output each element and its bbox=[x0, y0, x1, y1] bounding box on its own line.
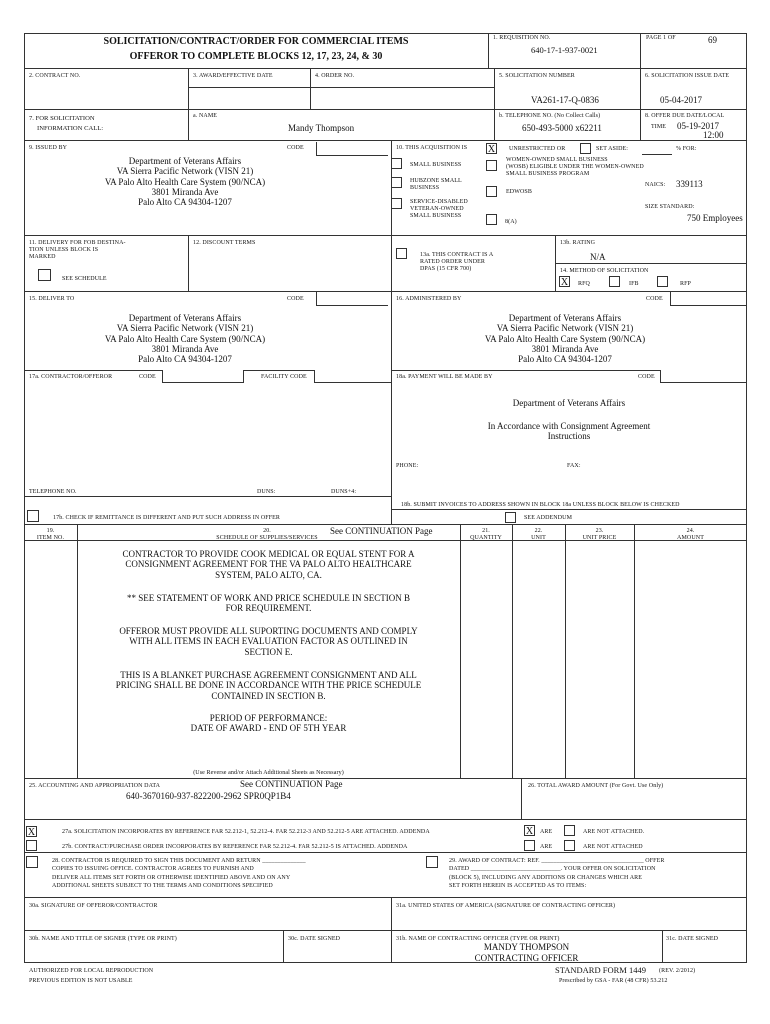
footer-revision: (REV. 2/2012) bbox=[659, 968, 696, 974]
27b-are-label: ARE bbox=[540, 844, 553, 850]
col-unit: 22. UNIT bbox=[531, 528, 546, 541]
telephone-label: b. TELEPHONE NO. (No Collect Calls) bbox=[499, 113, 601, 119]
form-title-line1: SOLICITATION/CONTRACT/ORDER FOR COMMERCIAL ITEMS bbox=[103, 36, 409, 47]
naics-label: NAICS: bbox=[645, 182, 666, 188]
percent-for-label: % FOR: bbox=[676, 146, 697, 152]
payment-payer: Department of Veterans Affairs bbox=[512, 398, 626, 408]
see-addendum-checkbox[interactable] bbox=[505, 512, 516, 523]
schedule-para-5: PERIOD OF PERFORMANCE: DATE OF AWARD - END OF 5TH YEAR bbox=[190, 713, 347, 734]
co-date-label: 31c. DATE SIGNED bbox=[666, 936, 719, 942]
page-total: 69 bbox=[708, 35, 717, 45]
telephone-value[interactable]: 650-493-5000 x62211 bbox=[522, 123, 602, 133]
solicitation-issue-date-value[interactable]: 05-04-2017 bbox=[660, 95, 702, 105]
small-business-label: SMALL BUSINESS bbox=[410, 162, 462, 168]
col-schedule: 20. SCHEDULE OF SUPPLIES/SERVICES bbox=[216, 528, 318, 541]
payment-code-label: CODE bbox=[638, 374, 655, 380]
issued-by-code-box[interactable] bbox=[316, 142, 388, 156]
administered-by-address: Department of Veterans Affairs VA Sierra Pacific Network (VISN 21) VA Palo Alto Health Care System (90/NCA) 3801 Miranda Ave Palo Alto CA 94304-1207 bbox=[484, 313, 646, 365]
8a-checkbox[interactable] bbox=[486, 214, 497, 225]
rfp-label: RFP bbox=[680, 281, 691, 287]
ifb-checkbox[interactable] bbox=[609, 276, 620, 287]
27b-text: 27b. CONTRACT/PURCHASE ORDER INCORPORATES BY REFERENCE FAR 52.212-4. FAR 52.212-5 IS ATTACHED. ADDENDA bbox=[62, 844, 408, 850]
rfq-label: RFQ bbox=[578, 281, 590, 287]
naics-value[interactable]: 339113 bbox=[676, 179, 703, 189]
schedule-para-1: CONTRACTOR TO PROVIDE COOK MEDICAL OR EQUAL STENT FOR A CONSIGNMENT AGREEMENT FOR THE VA PALO ALTO HEALTHCARE SYSTEM, PALO ALTO, CA. bbox=[122, 549, 415, 580]
payment-consignment: In Accordance with Consignment Agreement Instructions bbox=[487, 421, 651, 442]
discount-terms-label: 12. DISCOUNT TERMS bbox=[193, 240, 256, 246]
requisition-label: 1. REQUISITION NO. bbox=[493, 35, 551, 41]
solicitation-number-label: 5. SOLICITATION NUMBER bbox=[499, 73, 575, 79]
col-schedule-see-cont: See CONTINUATION Page bbox=[330, 526, 433, 536]
administered-by-label: 16. ADMINISTERED BY bbox=[396, 296, 462, 302]
unrestricted-label: UNRESTRICTED OR bbox=[509, 146, 566, 152]
requisition-value[interactable]: 640-17-1-937-0021 bbox=[531, 45, 598, 55]
info-call-label-a: 7. FOR SOLICITATION bbox=[29, 115, 95, 122]
29-checkbox[interactable] bbox=[426, 856, 438, 868]
wosb-label: WOMEN-OWNED SMALL BUSINESS (WOSB) ELIGIBLE UNDER THE WOMEN-OWNED SMALL BUSINESS PROGRAM bbox=[506, 157, 644, 177]
edwosb-checkbox[interactable] bbox=[486, 186, 497, 197]
see-schedule-checkbox[interactable] bbox=[38, 269, 51, 281]
8a-label: 8(A) bbox=[505, 219, 517, 225]
contractor-code-label: CODE bbox=[139, 374, 156, 380]
duns-label: DUNS: bbox=[257, 489, 276, 495]
reverse-note: (Use Reverse and/or Attach Additional Sheets as Necessary) bbox=[193, 770, 344, 776]
rated-order-label: 13a. THIS CONTRACT IS A RATED ORDER UNDER DPAS (15 CFR 700) bbox=[420, 252, 494, 272]
remittance-checkbox[interactable] bbox=[27, 510, 39, 522]
schedule-para-3: OFFEROR MUST PROVIDE ALL SUPORTING DOCUMENTS AND COMPLY WITH ALL ITEMS IN EACH EVALUATION FACTOR AS OUTLINED IN SECTION E. bbox=[119, 626, 418, 657]
accounting-see-cont: See CONTINUATION Page bbox=[240, 779, 343, 789]
schedule-para-2: ** SEE STATEMENT OF WORK AND PRICE SCHEDULE IN SECTION B FOR REQUIREMENT. bbox=[127, 593, 410, 614]
27a-are-label: ARE bbox=[540, 829, 553, 835]
ifb-label: IFB bbox=[629, 281, 639, 287]
wosb-checkbox[interactable] bbox=[486, 160, 497, 171]
co-signature-label: 31a. UNITED STATES OF AMERICA (SIGNATURE OF CONTRACTING OFFICER) bbox=[396, 903, 616, 909]
hubzone-label: HUBZONE SMALL BUSINESS bbox=[410, 178, 462, 191]
27a-are-not-checkbox[interactable] bbox=[564, 825, 575, 836]
deliver-to-code-box[interactable] bbox=[316, 292, 388, 306]
27b-are-not-checkbox[interactable] bbox=[564, 840, 575, 851]
payment-label: 18a. PAYMENT WILL BE MADE BY bbox=[396, 374, 493, 380]
duns4-label: DUNS+4: bbox=[331, 489, 357, 495]
co-title-value[interactable]: CONTRACTING OFFICER bbox=[474, 953, 579, 963]
size-standard-value[interactable]: 750 Employees bbox=[687, 213, 743, 223]
fob-label: 11. DELIVERY FOR FOB DESTINA- TION UNLESS BLOCK IS MARKED bbox=[29, 240, 126, 260]
deliver-to-address: Department of Veterans Affairs VA Sierra Pacific Network (VISN 21) VA Palo Alto Health Care System (90/NCA) 3801 Miranda Ave Palo Alto CA 94304-1207 bbox=[104, 313, 266, 365]
hubzone-checkbox[interactable] bbox=[391, 177, 402, 188]
set-aside-label: SET ASIDE: bbox=[596, 146, 629, 152]
set-aside-checkbox[interactable] bbox=[580, 143, 591, 154]
remittance-label: 17b. CHECK IF REMITTANCE IS DIFFERENT AND PUT SUCH ADDRESS IN OFFER bbox=[53, 515, 281, 521]
solicitation-number-value[interactable]: VA261-17-Q-0836 bbox=[531, 95, 599, 105]
facility-code-label: FACILITY CODE bbox=[261, 374, 307, 380]
rated-order-checkbox[interactable] bbox=[396, 248, 407, 259]
order-no-label: 4. ORDER NO. bbox=[315, 73, 355, 79]
submit-invoices-label: 18b. SUBMIT INVOICES TO ADDRESS SHOWN IN BLOCK 18a UNLESS BLOCK BELOW IS CHECKED bbox=[401, 502, 680, 508]
telephone-no-label: TELEPHONE NO. bbox=[29, 489, 77, 495]
method-label: 14. METHOD OF SOLICITATION bbox=[560, 268, 649, 274]
offer-due-time-label: TIME bbox=[651, 124, 667, 130]
page-label: PAGE 1 OF bbox=[646, 35, 676, 41]
footer-form-number: STANDARD FORM 1449 bbox=[555, 965, 646, 975]
unrestricted-checkbox[interactable]: X bbox=[487, 144, 496, 155]
27b-are-not-label: ARE NOT ATTACHED bbox=[583, 844, 643, 850]
issued-by-label: 9. ISSUED BY bbox=[29, 145, 68, 151]
27b-checkbox[interactable] bbox=[26, 840, 37, 851]
co-name-label: 31b. NAME OF CONTRACTING OFFICER (TYPE OR PRINT) bbox=[396, 936, 560, 942]
footer-authorized: AUTHORIZED FOR LOCAL REPRODUCTION bbox=[29, 968, 154, 974]
col-item-no: 19. ITEM NO. bbox=[36, 528, 65, 541]
co-name-value[interactable]: MANDY THOMPSON bbox=[483, 942, 570, 952]
facility-code-box[interactable] bbox=[314, 370, 391, 383]
administered-by-code-label: CODE bbox=[646, 296, 663, 302]
col-unit-price: 23. UNIT PRICE bbox=[582, 528, 617, 541]
schedule-para-4: THIS IS A BLANKET PURCHASE AGREEMENT CONSIGNMENT AND ALL PRICING SHALL BE DONE IN ACCORDANCE WITH THE PRICE SCHEDULE CONTAINED IN SECTION B. bbox=[115, 670, 422, 701]
contact-name-label: a. NAME bbox=[193, 113, 218, 119]
rating-value[interactable]: N/A bbox=[590, 252, 606, 262]
size-standard-label: SIZE STANDARD: bbox=[645, 204, 695, 210]
offeror-signature-label: 30a. SIGNATURE OF OFFEROR/CONTRACTOR bbox=[29, 903, 158, 909]
27b-are-checkbox[interactable] bbox=[524, 840, 535, 851]
27a-are-not-label: ARE NOT ATTACHED. bbox=[583, 829, 645, 835]
contractor-label: 17a. CONTRACTOR/OFFEROR bbox=[29, 374, 113, 380]
total-award-label: 26. TOTAL AWARD AMOUNT (For Govt. Use Only) bbox=[528, 783, 664, 789]
sdvosb-checkbox[interactable] bbox=[391, 198, 402, 209]
col-quantity: 21. QUANTITY bbox=[470, 528, 502, 541]
accounting-label: 25. ACCOUNTING AND APPROPRIATION DATA bbox=[29, 783, 161, 789]
solicitation-issue-date-label: 6. SOLICITATION ISSUE DATE bbox=[645, 73, 730, 79]
sdvosb-label: SERVICE-DISABLED VETERAN-OWNED SMALL BUSINESS bbox=[410, 199, 468, 219]
28-checkbox[interactable] bbox=[26, 856, 38, 868]
small-business-checkbox[interactable] bbox=[391, 158, 402, 169]
payment-code-box[interactable] bbox=[660, 370, 746, 383]
edwosb-label: EDWOSB bbox=[506, 189, 532, 195]
27a-checkbox[interactable]: X bbox=[27, 827, 36, 838]
info-call-label-b: INFORMATION CALL: bbox=[37, 125, 104, 132]
deliver-to-code-label: CODE bbox=[287, 296, 304, 302]
see-schedule-label: SEE SCHEDULE bbox=[62, 276, 107, 282]
administered-by-code-box[interactable] bbox=[670, 292, 746, 306]
rating-label: 13b. RATING bbox=[560, 240, 596, 246]
29-text: 29. AWARD OF CONTRACT: REF. _________________________________ OFFER DATED _____________________________. YOUR OFFER ON SOLICITATION (BLOCK 5), INCLUDING ANY ADDITIONS OR CHANGES WHICH ARE SET FORTH HEREIN IS ACCEPTED AS TO ITEMS: bbox=[449, 858, 665, 890]
issued-by-address: Department of Veterans Affairs VA Sierra Pacific Network (VISN 21) VA Palo Alto Health Care System (90/NCA) 3801 Miranda Ave Palo Alto CA 94304-1207 bbox=[104, 156, 266, 208]
offer-due-date-value[interactable]: 05-19-2017 bbox=[677, 121, 719, 131]
footer-previous: PREVIOUS EDITION IS NOT USABLE bbox=[29, 978, 133, 984]
offer-due-label: 8. OFFER DUE DATE/LOCAL bbox=[645, 113, 725, 119]
see-addendum-label: SEE ADDENDUM bbox=[524, 515, 573, 521]
contractor-code-box[interactable] bbox=[162, 370, 244, 383]
27a-are-checkbox[interactable]: X bbox=[525, 826, 534, 837]
award-date-label: 3. AWARD/EFFECTIVE DATE bbox=[193, 73, 273, 79]
col-amount: 24. AMOUNT bbox=[677, 528, 704, 541]
signer-name-label: 30b. NAME AND TITLE OF SIGNER (TYPE OR PRINT) bbox=[29, 936, 177, 942]
rfp-checkbox[interactable] bbox=[657, 276, 668, 287]
28-text: 28. CONTRACTOR IS REQUIRED TO SIGN THIS DOCUMENT AND RETURN ______________ COPIES TO ISSUING OFFICE. CONTRACTOR AGREES TO FURNISH AND DELIVER ALL ITEMS SET FORTH OR OTHERWISE IDENTIFIED ABOVE AND ON ANY ADDITIONAL SHEETS SUBJECT TO THE TERMS AND CONDITIONS SPECIFIED bbox=[52, 858, 306, 890]
form-title-line2: OFFEROR TO COMPLETE BLOCKS 12, 17, 23, 24, & 30 bbox=[129, 51, 383, 62]
fax-label: FAX: bbox=[567, 463, 581, 469]
contact-name-value[interactable]: Mandy Thompson bbox=[288, 123, 355, 133]
offer-due-time-value[interactable]: 12:00 bbox=[703, 130, 724, 140]
deliver-to-label: 15. DELIVER TO bbox=[29, 296, 75, 302]
acquisition-label: 10. THIS ACQUISITION IS bbox=[396, 145, 468, 151]
accounting-value[interactable]: 640-3670160-937-822200-2962 SPR0QP1B4 bbox=[126, 791, 291, 801]
rfq-checkbox[interactable]: X bbox=[560, 277, 569, 288]
phone-label: PHONE: bbox=[396, 463, 419, 469]
footer-prescribed: Prescribed by GSA - FAR (48 CFR) 53.212 bbox=[559, 978, 668, 984]
offeror-date-label: 30c. DATE SIGNED bbox=[288, 936, 341, 942]
contract-no-label: 2. CONTRACT NO. bbox=[29, 73, 81, 79]
27a-text: 27a. SOLICITATION INCORPORATES BY REFERENCE FAR 52.212-1, 52.212-4. FAR 52.212-3 AND 52.212-5 ARE ATTACHED. ADDENDA bbox=[62, 829, 430, 835]
issued-by-code-label: CODE bbox=[287, 145, 304, 151]
